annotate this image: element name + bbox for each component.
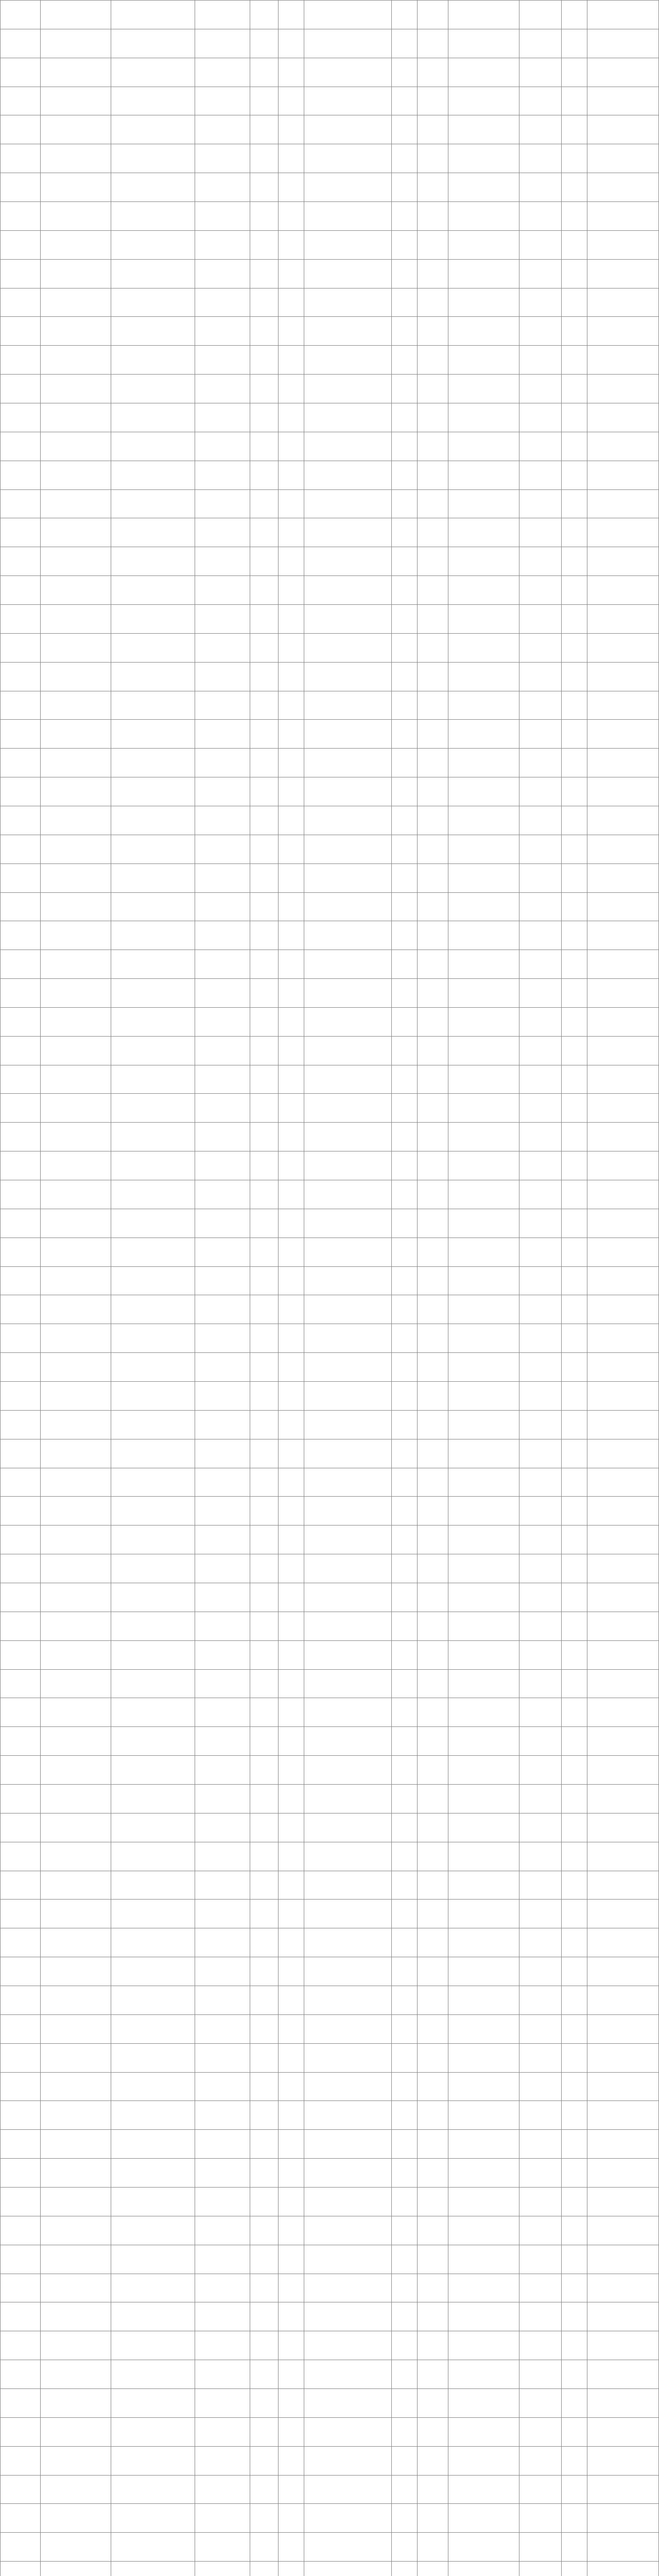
table-border <box>1 1 659 2576</box>
